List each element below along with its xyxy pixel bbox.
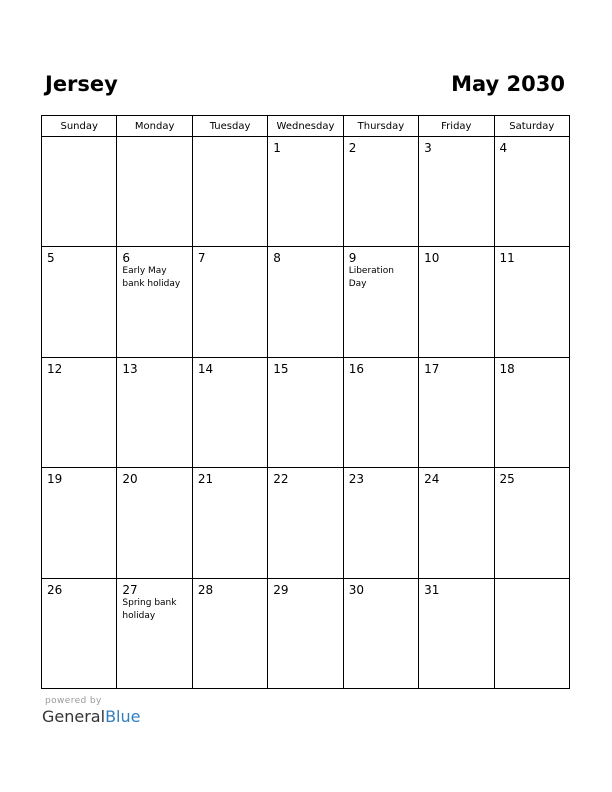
weekday-header: Sunday	[42, 116, 117, 137]
day-number: 10	[424, 251, 440, 266]
calendar-day-cell	[42, 247, 117, 357]
day-number: 23	[348, 472, 364, 487]
calendar-day-cell	[343, 247, 418, 357]
day-number: 21	[197, 472, 214, 487]
day-number: 15	[273, 361, 289, 376]
day-number	[117, 137, 191, 141]
day-number: 7	[197, 251, 206, 266]
footer-branding	[42, 696, 140, 727]
day-number: 12	[47, 361, 63, 376]
day-number: 28	[197, 582, 214, 597]
calendar-day-cell	[192, 137, 267, 247]
day-number: 8	[273, 251, 281, 266]
calendar-day-cell	[192, 357, 267, 467]
month-calendar-grid	[41, 115, 570, 689]
day-number: 4	[499, 141, 508, 155]
calendar-day-cell	[42, 468, 117, 578]
calendar-day-cell	[494, 468, 569, 578]
calendar-day-cell	[42, 357, 117, 467]
calendar-day-cell	[268, 247, 343, 357]
day-number: 1	[273, 141, 281, 155]
day-number: 17	[424, 361, 440, 376]
calendar-day-cell	[343, 578, 418, 688]
calendar-day-cell	[343, 468, 418, 578]
day-number: 25	[499, 472, 515, 487]
day-number: 20	[122, 472, 138, 487]
calendar-day-cell	[419, 247, 494, 357]
powered-by-label: powered by	[45, 696, 102, 706]
holiday-label: Early May bank holiday	[122, 266, 181, 290]
brand-logo	[42, 707, 140, 727]
day-number: 27	[122, 582, 138, 597]
weekday-header: Monday	[117, 116, 192, 137]
day-number	[42, 137, 116, 141]
day-number: 3	[424, 141, 432, 155]
brand-logo-part1: General	[42, 707, 106, 726]
calendar-day-cell	[419, 137, 494, 247]
calendar-week-row	[42, 578, 570, 688]
holiday-label: Spring bank holiday	[122, 597, 177, 621]
calendar-day-cell	[268, 137, 343, 247]
weekday-header: Tuesday	[192, 116, 267, 137]
calendar-day-cell	[117, 578, 192, 688]
calendar-day-cell	[42, 137, 117, 247]
calendar-week-row	[42, 137, 570, 247]
calendar-day-cell	[117, 137, 192, 247]
day-number: 2	[348, 141, 357, 155]
calendar-day-cell	[494, 247, 569, 357]
calendar-day-cell	[494, 357, 569, 467]
day-number: 26	[47, 582, 63, 597]
calendar-region-title: Jersey	[45, 72, 118, 96]
calendar-day-cell	[343, 357, 418, 467]
calendar-month-title: May 2030	[451, 72, 565, 96]
calendar-day-cell	[419, 468, 494, 578]
calendar-day-cell	[117, 357, 192, 467]
day-number: 9	[348, 251, 357, 266]
day-number: 11	[499, 251, 515, 266]
day-number: 14	[197, 361, 214, 376]
day-number: 29	[273, 582, 289, 597]
calendar-week-row	[42, 357, 570, 467]
calendar-day-cell	[268, 578, 343, 688]
day-number: 19	[47, 472, 63, 487]
day-number: 31	[424, 582, 440, 597]
calendar-day-cell	[419, 357, 494, 467]
holiday-label: Liberation Day	[348, 266, 394, 290]
calendar-day-cell	[117, 468, 192, 578]
day-number: 22	[273, 472, 289, 487]
brand-logo-part2: Blue	[105, 707, 141, 726]
day-number	[193, 137, 267, 141]
calendar-day-cell	[268, 357, 343, 467]
day-number: 6	[122, 251, 131, 266]
day-number: 5	[47, 251, 55, 266]
day-number: 18	[499, 361, 515, 376]
day-number: 16	[348, 361, 364, 376]
calendar-week-row	[42, 468, 570, 578]
calendar-day-cell	[117, 247, 192, 357]
calendar-day-cell	[494, 578, 569, 688]
weekday-header: Wednesday	[268, 116, 343, 137]
calendar-week-row	[42, 247, 570, 357]
day-number: 13	[122, 361, 138, 376]
weekday-header: Thursday	[343, 116, 418, 137]
calendar-day-cell	[192, 468, 267, 578]
weekday-header: Saturday	[494, 116, 569, 137]
day-number	[495, 579, 569, 583]
weekday-header: Friday	[419, 116, 494, 137]
weekday-header-row	[42, 116, 570, 137]
calendar-day-cell	[419, 578, 494, 688]
calendar-day-cell	[42, 578, 117, 688]
calendar-day-cell	[192, 247, 267, 357]
day-number: 24	[424, 472, 440, 487]
day-number: 30	[348, 582, 364, 597]
calendar-day-cell	[268, 468, 343, 578]
calendar-day-cell	[343, 137, 418, 247]
calendar-day-cell	[494, 137, 569, 247]
calendar-day-cell	[192, 578, 267, 688]
